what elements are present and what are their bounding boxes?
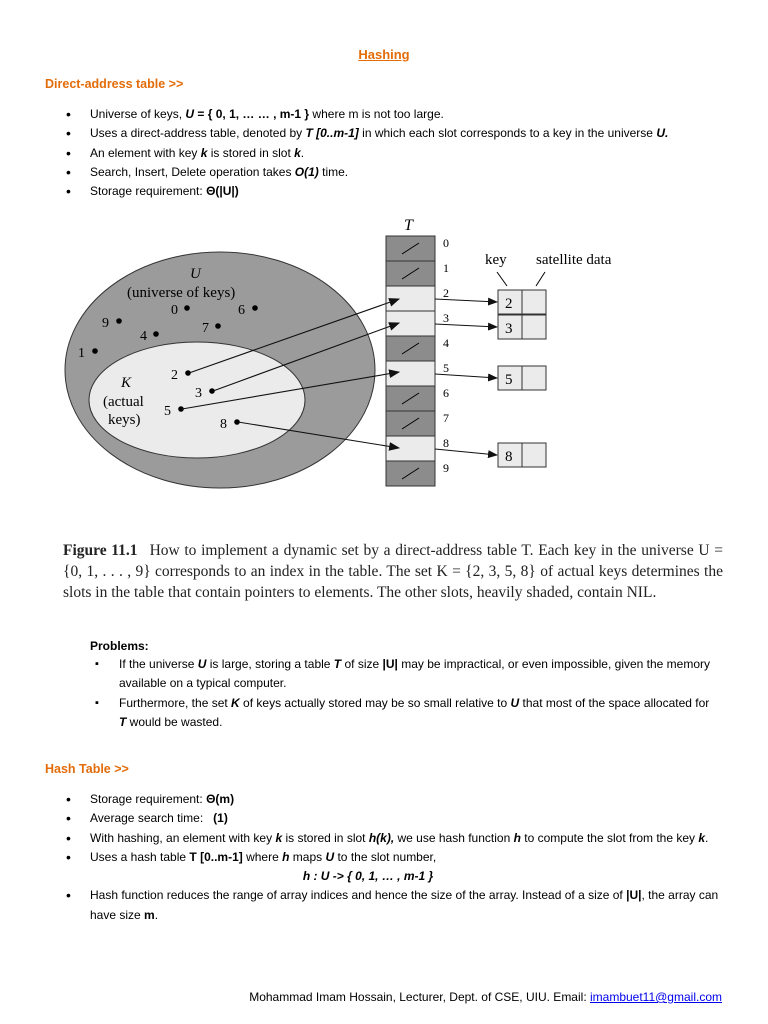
slot-index: 1: [443, 261, 449, 275]
direct-address-figure: [55, 210, 675, 500]
universe-key: 1: [78, 346, 85, 361]
key-dot: [252, 305, 258, 311]
list-item: • Uses a hash table T [0..m-1] where h maps U to the slot number, h : U -> { 0, 1, … , m-1 }: [66, 848, 726, 887]
list-item: • Average search time: (1): [66, 809, 726, 828]
universe-key: 9: [102, 316, 109, 331]
problems-heading: Problems:: [90, 639, 149, 653]
figure-caption-label: Figure 11.1: [63, 542, 138, 559]
element-data-box: [522, 315, 546, 339]
key-dot: [215, 323, 221, 329]
universe-key: 4: [140, 329, 147, 344]
slot-index: 8: [443, 436, 449, 450]
direct-address-bullets: [66, 105, 726, 201]
satellite-header: satellite data: [536, 252, 612, 268]
arrow-slot-5: [435, 374, 497, 378]
element-key: 3: [505, 321, 513, 337]
slot-index: 3: [443, 311, 449, 325]
universe-key: 6: [238, 303, 245, 318]
figure-caption-text: How to implement a dynamic set by a direct-address table T. Each key in the universe U = {0, 1, . . . , 9} corresponds to an index in the table. The set K = {2, 3, 5, 8} of actual keys determines the slots in the table that contain pointers to elements. The other slots, heavily shaded, contain NIL.: [63, 542, 723, 601]
list-item: ▪ If the universe U is large, storing a table T of size |U| may be impractical, or even impossible, given the memory available on a typical computer.: [95, 655, 715, 694]
slot-index: 5: [443, 361, 449, 375]
list-item: • Universe of keys, U = { 0, 1, … … , m-1 } where m is not too large.: [66, 105, 726, 124]
list-item: • Storage requirement: Θ(|U|): [66, 182, 726, 201]
page-title: Hashing: [358, 47, 410, 62]
element-data-box: [522, 443, 546, 467]
slot-index: 4: [443, 336, 449, 350]
section-heading-hash-table: Hash Table >>: [45, 762, 129, 776]
table-slot-pointer: [386, 311, 435, 336]
element-key: 5: [505, 372, 513, 388]
page-footer: [249, 990, 722, 1004]
footer-text: Mohammad Imam Hossain, Lecturer, Dept. of CSE, UIU. Email:: [249, 990, 590, 1004]
satellite-header-line: [536, 272, 545, 286]
slot-index: 7: [443, 411, 449, 425]
hash-table-bullets: [66, 790, 726, 925]
table-label: T: [404, 217, 413, 234]
problems-list: [95, 655, 715, 732]
figure-caption: [63, 540, 723, 603]
actual-keys-sublabel-2: keys): [108, 412, 141, 428]
arrow-slot-2: [435, 299, 497, 302]
actual-keys-sublabel-1: (actual: [103, 394, 144, 410]
universe-sublabel: (universe of keys): [127, 285, 236, 301]
key-dot: [92, 348, 98, 354]
universe-key: 7: [202, 321, 209, 336]
direct-address-table: [386, 236, 435, 486]
slot-indices: [443, 236, 449, 475]
section-heading-direct-address: Direct-address table >>: [45, 77, 184, 91]
element-key: 2: [505, 296, 513, 312]
universe-label: U: [190, 266, 201, 282]
element-data-box: [522, 366, 546, 390]
key-dot: [153, 331, 159, 337]
hash-function-formula: h : U -> { 0, 1, … , m-1 }: [302, 869, 434, 884]
actual-keys-label: K: [121, 375, 132, 391]
elements: [498, 290, 546, 467]
list-item: • Search, Insert, Delete operation takes O(1) time.: [66, 163, 726, 182]
slot-index: 2: [443, 286, 449, 300]
actual-key: 8: [220, 417, 227, 432]
element-data-box: [522, 290, 546, 314]
slot-index: 6: [443, 386, 449, 400]
slot-index: 9: [443, 461, 449, 475]
list-item: • Storage requirement: Θ(m): [66, 790, 726, 809]
table-slot-pointer: [386, 436, 435, 461]
arrow-slot-3: [435, 324, 497, 327]
arrow-slot-8: [435, 449, 497, 455]
list-item: • Hash function reduces the range of array indices and hence the size of the array. Instead of a size of |U|, the array can have size m.: [66, 886, 726, 925]
element-key: 8: [505, 449, 513, 465]
email-link[interactable]: imambuet11@gmail.com: [589, 990, 722, 1004]
list-item: ▪ Furthermore, the set K of keys actually stored may be so small relative to U that most of the space allocated for T would be wasted.: [95, 694, 715, 733]
key-dot: [116, 318, 122, 324]
key-header: key: [485, 252, 507, 268]
list-item: • An element with key k is stored in slot k.: [66, 144, 726, 163]
list-item: • With hashing, an element with key k is stored in slot h(k), we use hash function h to compute the slot from the key k.: [66, 829, 726, 848]
list-item: • Uses a direct-address table, denoted by T [0..m-1] in which each slot corresponds to a key in the universe U.: [66, 124, 726, 143]
key-header-line: [497, 272, 507, 286]
actual-key: 3: [195, 386, 202, 401]
slot-index: 0: [443, 236, 449, 250]
table-slot-pointer: [386, 286, 435, 311]
actual-key: 5: [164, 404, 171, 419]
actual-key: 2: [171, 368, 178, 383]
key-dot: [184, 305, 190, 311]
universe-key: 0: [171, 303, 178, 318]
